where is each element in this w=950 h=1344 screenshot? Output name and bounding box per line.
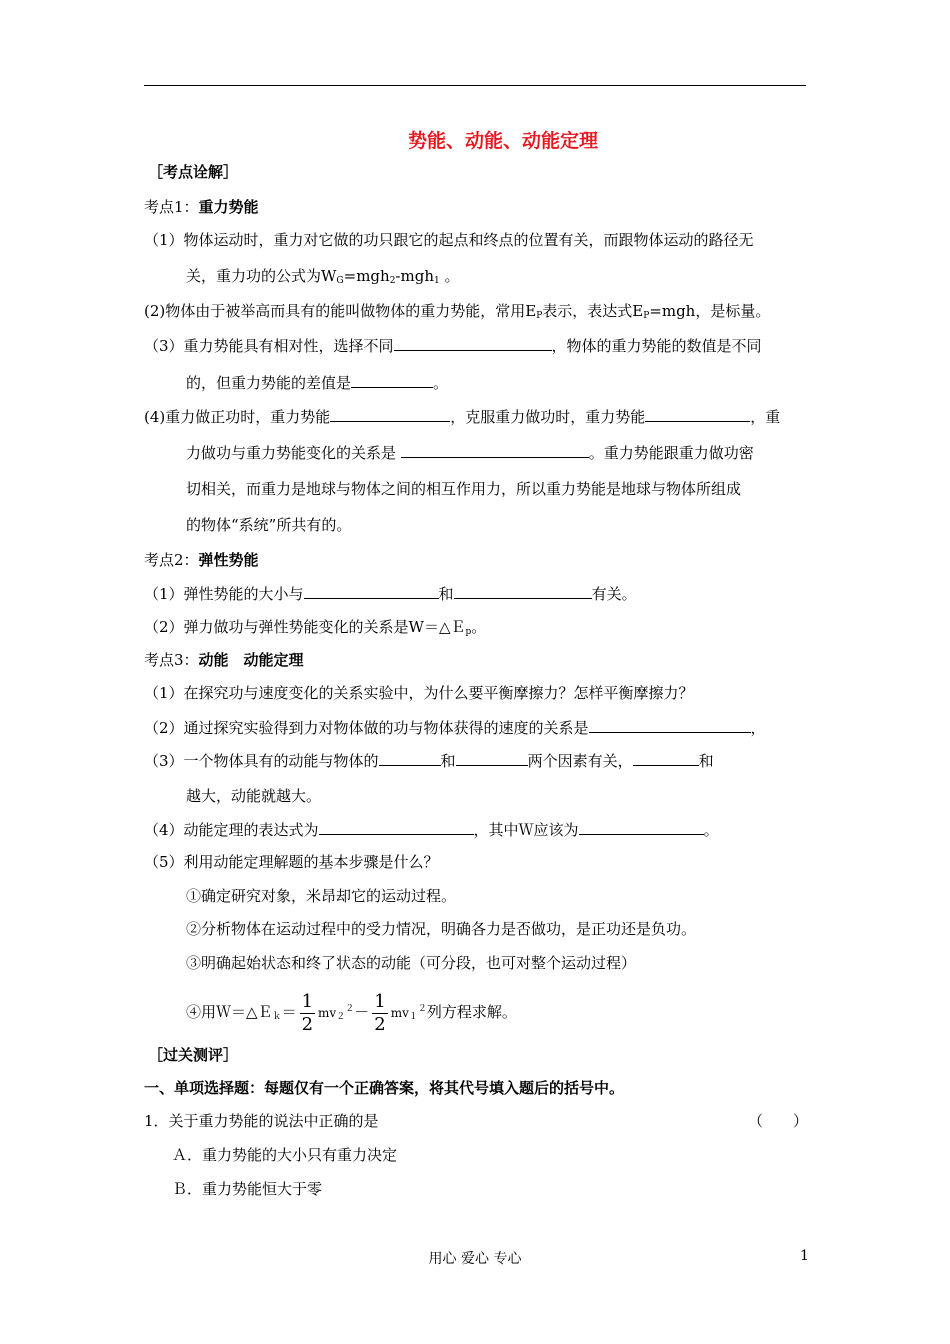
text: 两个因素有关，	[527, 752, 633, 770]
text: 的，但重力势能的差值是	[186, 374, 352, 392]
fraction-denominator: 2	[301, 1013, 314, 1035]
subscript: G	[336, 276, 344, 286]
paragraph	[144, 335, 762, 356]
question-stem: 1．关于重力势能的说法中正确的是	[144, 1112, 379, 1130]
paragraph: （1）在探究功与速度变化的关系实验中，为什么要平衡摩擦力？怎样平衡摩擦力？	[144, 684, 694, 702]
fill-blank[interactable]	[351, 372, 433, 388]
text: (2)物体由于被举高而具有的能叫做物体的重力势能，常用E	[144, 302, 537, 320]
subscript: ２	[336, 1012, 346, 1022]
text: （2）通过探究实验得到力对物体做的功与物体获得的速度的关系是	[144, 719, 589, 737]
text: ④用Ｗ＝△Ｅ	[186, 1003, 273, 1021]
key-point-label: 考点2：	[144, 551, 199, 569]
text: 列方程求解。	[426, 1003, 517, 1021]
page-footer: 用心 爱心 专心	[428, 1251, 522, 1267]
fill-blank[interactable]	[589, 717, 751, 733]
fraction	[300, 991, 315, 1036]
paragraph	[186, 442, 754, 463]
fill-blank[interactable]	[394, 335, 552, 351]
subscript: 2	[389, 276, 396, 286]
section-heading-assessment: ［过关测评］	[148, 1046, 239, 1064]
text: －	[354, 1003, 370, 1021]
text: =mgh	[343, 267, 390, 285]
key-point-1-heading	[144, 197, 259, 217]
text: （3）一个物体具有的动能与物体的	[144, 752, 379, 770]
fill-blank[interactable]	[379, 750, 441, 766]
text: ，	[750, 719, 766, 737]
paragraph: 切相关，而重力是地球与物体之间的相互作用力，所以重力势能是地球与物体所组成	[186, 480, 742, 498]
question-part-heading: 一、单项选择题：每题仅有一个正确答案，将其代号填入题后的括号中。	[144, 1079, 625, 1097]
text: （2）弹力做功与弹性势能变化的关系是W＝△Ｅ	[144, 618, 466, 636]
superscript: ２	[345, 1004, 355, 1014]
text: 。	[439, 267, 460, 285]
fraction-numerator: 1	[301, 990, 314, 1012]
paragraph	[144, 406, 780, 427]
fill-blank[interactable]	[633, 750, 699, 766]
subscript: P	[643, 311, 650, 321]
fill-blank[interactable]	[456, 750, 528, 766]
key-point-name: 弹性势能	[198, 551, 259, 569]
text: （4）动能定理的表达式为	[144, 821, 319, 839]
page-number: 1	[800, 1248, 809, 1264]
key-point-2-heading	[144, 550, 259, 570]
paragraph: 越大，动能就越大。	[186, 787, 322, 805]
step-item: ①确定研究对象，米昂却它的运动过程。	[186, 887, 457, 905]
fill-blank[interactable]	[401, 442, 589, 458]
text: ，重	[750, 408, 781, 426]
text: 。	[433, 374, 449, 392]
fill-blank[interactable]	[579, 819, 704, 835]
step-item-formula	[186, 985, 517, 1033]
paragraph	[144, 750, 714, 771]
text: -mgh	[395, 267, 434, 285]
key-point-name: 重力势能	[198, 198, 259, 216]
answer-bracket[interactable]: （ ）	[748, 1112, 809, 1130]
text: 关，重力功的公式为W	[186, 267, 337, 285]
header-rule	[144, 85, 806, 86]
section-heading-key-points: ［考点诠解］	[148, 163, 239, 181]
text: 和	[440, 752, 456, 770]
fraction	[372, 991, 387, 1036]
key-point-label: 考点1：	[144, 198, 199, 216]
fill-blank[interactable]	[304, 583, 439, 599]
superscript: ２	[417, 1004, 427, 1014]
paragraph: （5）利用动能定理解题的基本步骤是什么？	[144, 853, 439, 871]
fill-blank[interactable]	[645, 406, 750, 422]
subscript: 1	[433, 276, 440, 286]
subscript: P	[536, 311, 543, 321]
text: ，克服重力做功时，重力势能	[450, 408, 646, 426]
paragraph: （1）物体运动时，重力对它做的功只跟它的起点和终点的位置有关，而跟物体运动的路径无	[144, 231, 754, 249]
text: ＝	[281, 1003, 297, 1021]
paragraph	[144, 819, 719, 840]
text: ，其中Ｗ应该为	[473, 821, 579, 839]
fraction-numerator: 1	[374, 990, 386, 1012]
paragraph	[144, 617, 486, 642]
text: 。	[703, 821, 719, 839]
fraction-denominator: 2	[374, 1013, 386, 1035]
text: (4)重力做正功时，重力势能	[144, 408, 331, 426]
text: （1）弹性势能的大小与	[144, 585, 304, 603]
text: 表示，表达式E	[542, 302, 644, 320]
key-point-3-heading	[144, 650, 304, 670]
text: 。	[471, 618, 487, 636]
key-point-label: 考点3：	[144, 651, 199, 669]
key-point-name: 动能 动能定理	[198, 651, 304, 669]
text: 有关。	[591, 585, 637, 603]
page-title: 势能、动能、动能定理	[407, 130, 598, 152]
text: 和	[698, 752, 714, 770]
fill-blank[interactable]	[454, 583, 592, 599]
text: 力做功与重力势能变化的关系是	[186, 444, 401, 462]
paragraph	[144, 301, 770, 326]
step-item: ③明确起始状态和终了状态的动能（可分段，也可对整个运动过程）	[186, 954, 637, 972]
text: =mgh，是标量。	[649, 302, 771, 320]
text: 和	[438, 585, 454, 603]
text: 。重力势能跟重力做功密	[588, 444, 754, 462]
text: ，物体的重力势能的数值是不同	[551, 337, 762, 355]
fill-blank[interactable]	[330, 406, 450, 422]
option-b[interactable]: Ｂ．重力势能恒大于零	[172, 1180, 323, 1198]
subscript: １	[408, 1012, 418, 1022]
text: mv	[318, 1006, 337, 1020]
step-item: ②分析物体在运动过程中的受力情况，明确各力是否做功，是正功还是负功。	[186, 920, 697, 938]
option-a[interactable]: Ａ．重力势能的大小只有重力决定	[172, 1146, 398, 1164]
paragraph	[186, 372, 448, 393]
text: （3）重力势能具有相对性，选择不同	[144, 337, 394, 355]
paragraph: 的物体“系统”所共有的。	[186, 516, 352, 534]
text: mv	[390, 1006, 409, 1020]
subscript: ｋ	[272, 1012, 282, 1022]
subscript: p	[465, 627, 472, 637]
fill-blank[interactable]	[319, 819, 474, 835]
paragraph	[186, 266, 460, 291]
paragraph	[144, 717, 766, 738]
paragraph	[144, 583, 637, 604]
